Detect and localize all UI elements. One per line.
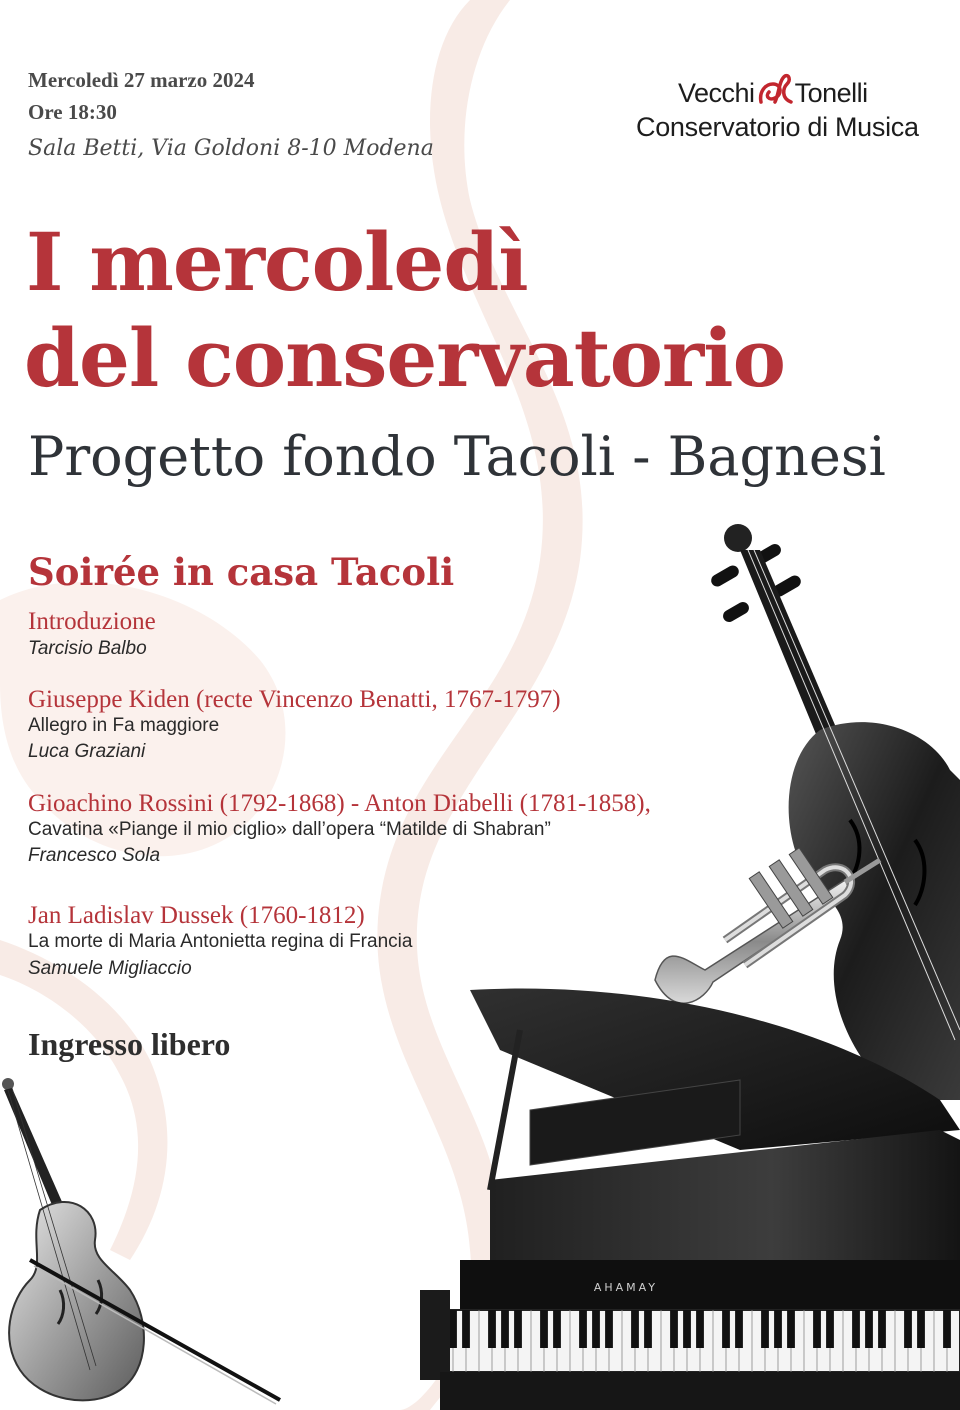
program-item-head: Giuseppe Kiden (recte Vincenzo Benatti, 1767-1797) [28,686,561,713]
piano-black-key [579,1310,587,1348]
program-item-work: La morte di Maria Antonietta regina di Francia [28,931,413,952]
piano-black-key [735,1310,743,1348]
logo-mark-icon [755,72,795,106]
piano-black-key [488,1310,496,1348]
event-date: Mercoledì 27 marzo 2024 [28,68,255,92]
piano-black-key [813,1310,821,1348]
event-venue: Sala Betti, Via Goldoni 8-10 Modena [28,136,434,161]
piano-black-key [722,1310,730,1348]
program-item-head: Jan Ladislav Dussek (1760-1812) [28,902,365,929]
program-item-head: Introduzione [28,608,156,635]
program-item-performer: Francesco Sola [28,845,161,866]
piano-black-key [943,1310,951,1348]
conservatory-logo [630,48,950,148]
program-item-performer: Luca Graziani [28,741,146,762]
logo-subtitle: Conservatorio di Musica [636,112,919,142]
event-time: Ore 18:30 [28,100,117,124]
piano-black-key [592,1310,600,1348]
piano-black-key [787,1310,795,1348]
program-heading: Soirée in casa Tacoli [28,550,455,594]
title-line-2: del conservatorio [24,311,785,405]
piano-black-key [904,1310,912,1348]
piano-black-key [852,1310,860,1348]
grand-piano-icon [340,960,960,1410]
piano-black-key [605,1310,613,1348]
violin-icon [0,1070,290,1410]
piano-black-key [683,1310,691,1348]
program-item-performer: Tarcisio Balbo [28,638,147,659]
piano-black-key [761,1310,769,1348]
piano-black-key [696,1310,704,1348]
logo-name [678,72,868,109]
piano-black-key [670,1310,678,1348]
piano-black-key [826,1310,834,1348]
piano-black-key [865,1310,873,1348]
piano-brand: YAMAHA [590,1281,655,1294]
logo-name-left: Vecchi [678,78,755,108]
entry-info: Ingresso libero [28,1026,231,1062]
piano-black-key [553,1310,561,1348]
program-item-work: Cavatina «Piange il mio ciglio» dall’opera “Matilde di Shabran” [28,819,551,840]
piano-black-key [501,1310,509,1348]
program-item-work: Allegro in Fa maggiore [28,715,220,736]
program-item-performer: Samuele Migliaccio [28,958,192,979]
piano-black-key [514,1310,522,1348]
piano-black-key [462,1310,470,1348]
logo-name-right: Tonelli [794,78,868,108]
piano-black-key [917,1310,925,1348]
program-item-head: Gioachino Rossini (1792-1868) - Anton Diabelli (1781-1858), [28,790,651,817]
piano-black-key [449,1310,457,1348]
piano-black-key [644,1310,652,1348]
project-subtitle: Progetto fondo Tacoli - Bagnesi [28,425,886,488]
piano-black-key [774,1310,782,1348]
title-line-1: I mercoledì [26,215,528,309]
piano-black-key [631,1310,639,1348]
piano-black-key [540,1310,548,1348]
piano-black-key [878,1310,886,1348]
